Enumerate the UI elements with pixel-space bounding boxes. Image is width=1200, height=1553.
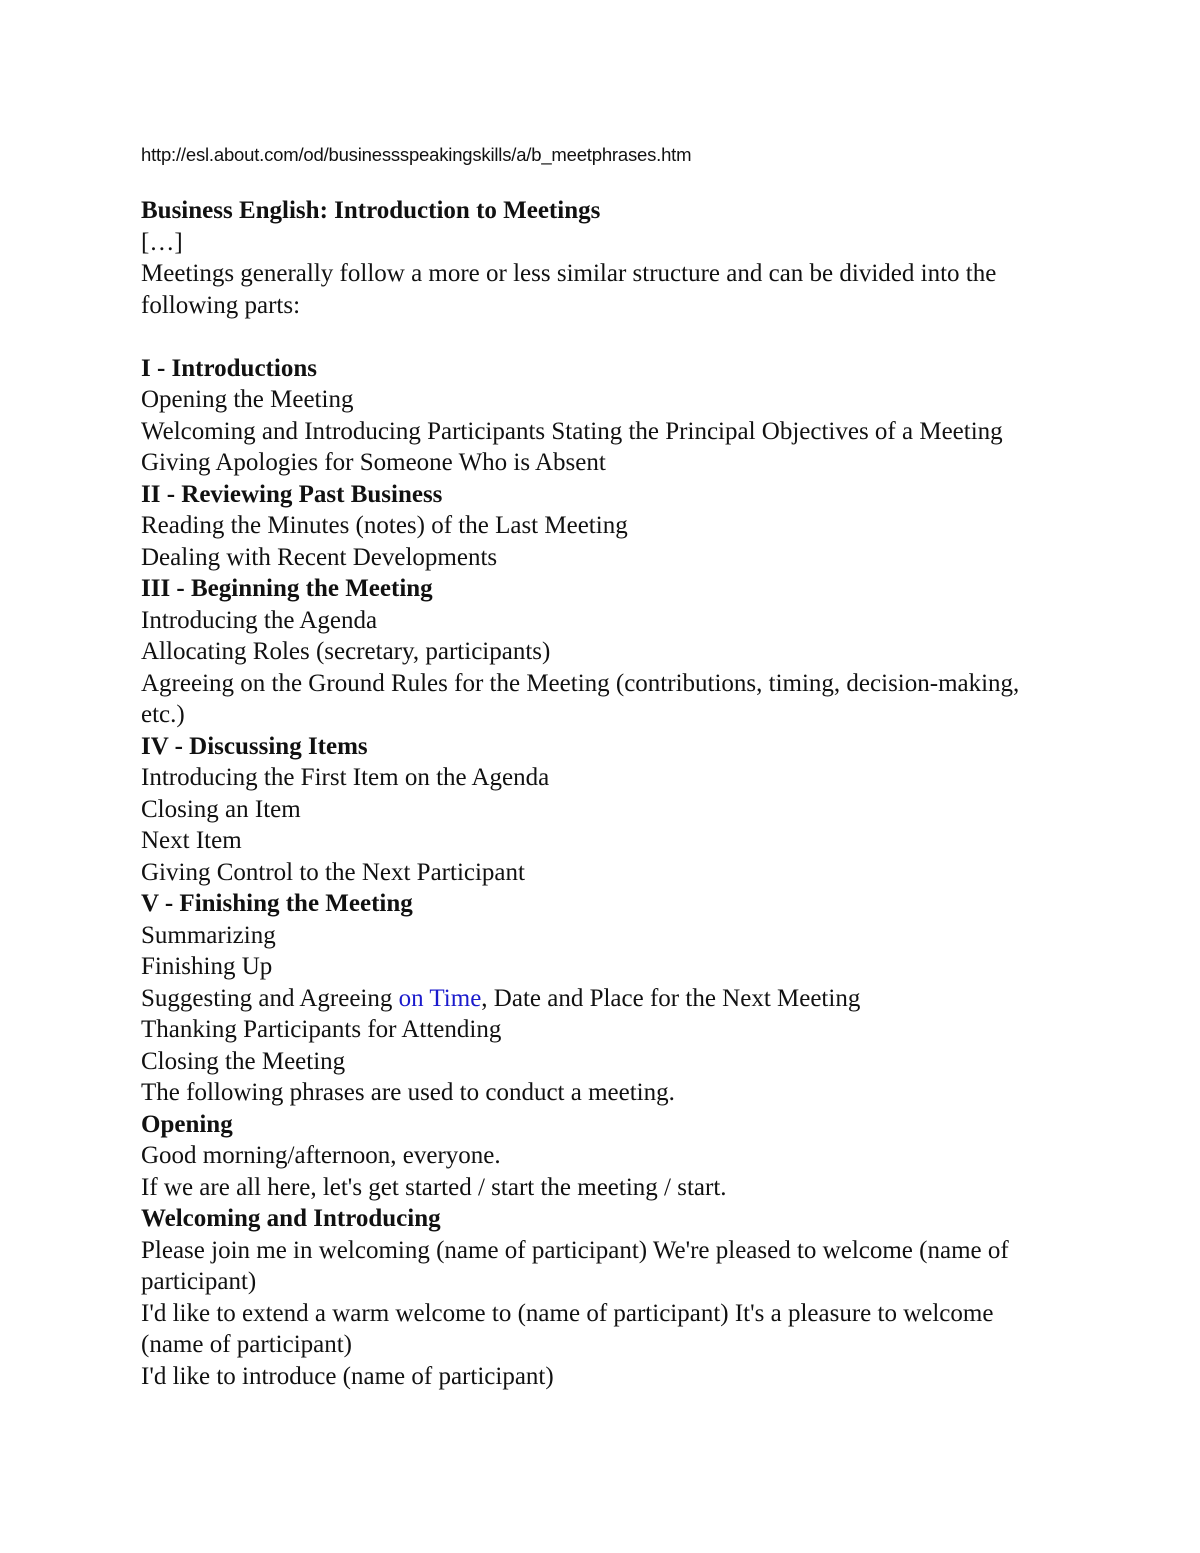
list-item: Introducing the Agenda (141, 606, 378, 634)
section-heading-introductions: I - Introductions (141, 354, 317, 382)
section-heading-reviewing-past-business: II - Reviewing Past Business (141, 480, 443, 508)
section-heading-finishing-the-meeting: V - Finishing the Meeting (141, 890, 413, 917)
welcoming-heading: Welcoming and Introducing (141, 1205, 441, 1232)
phrases-intro: The following phrases are used to conduct a meeting. (141, 1079, 675, 1106)
source-url[interactable]: http://esl.about.com/od/businessspeakingskills/a/b_meetphrases.htm (141, 144, 692, 165)
list-item: Giving Control to the Next Participant (141, 858, 525, 886)
list-item: Closing the Meeting (141, 1047, 346, 1075)
list-item: Reading the Minutes (notes) of the Last Meeting (141, 512, 628, 539)
phrase-line: I'd like to extend a warm welcome to (name of participant) It's a pleasure to welcome (name of participant) (141, 1299, 994, 1358)
blank-line (141, 321, 1061, 353)
list-item: Agreeing on the Ground Rules for the Meeting (contributions, timing, decision-making, etc.) (141, 669, 1020, 728)
list-item: Introducing the First Item on the Agenda (141, 764, 550, 791)
list-item: Welcoming and Introducing Participants Stating the Principal Objectives of a Meeting Giving Apologies for Someone Who is Absent (141, 417, 1003, 476)
opening-heading: Opening (141, 1110, 233, 1138)
list-item: Summarizing (141, 921, 276, 949)
section-heading-discussing-items: IV - Discussing Items (141, 732, 368, 760)
phrase-line: Please join me in welcoming (name of participant) We're pleased to welcome (name of participant) (141, 1236, 1009, 1295)
list-item: Thanking Participants for Attending (141, 1016, 502, 1043)
list-item: Opening the Meeting (141, 386, 354, 413)
list-item-text: , Date and Place for the Next Meeting (481, 984, 861, 1012)
section-heading-beginning-the-meeting: III - Beginning the Meeting (141, 575, 433, 602)
document-page (141, 141, 1061, 1392)
list-item: Dealing with Recent Developments (141, 543, 498, 571)
list-item-text: Suggesting and Agreeing (141, 984, 399, 1012)
phrase-line: I'd like to introduce (name of participant) (141, 1362, 554, 1390)
document-title: Business English: Introduction to Meetings (141, 197, 601, 224)
list-item: Finishing Up (141, 953, 273, 980)
intro-paragraph: Meetings generally follow a more or less similar structure and can be divided into the following parts: (141, 260, 997, 319)
phrase-line: Good morning/afternoon, everyone. (141, 1142, 501, 1169)
list-item: Closing an Item (141, 795, 301, 823)
on-time-link[interactable]: on Time (398, 984, 482, 1012)
list-item: Allocating Roles (secretary, participants) (141, 638, 551, 665)
phrase-line: If we are all here, let's get started / start the meeting / start. (141, 1173, 727, 1201)
list-item-with-link (141, 983, 1061, 1015)
ellipsis: […] (141, 228, 183, 256)
list-item: Next Item (141, 827, 242, 854)
